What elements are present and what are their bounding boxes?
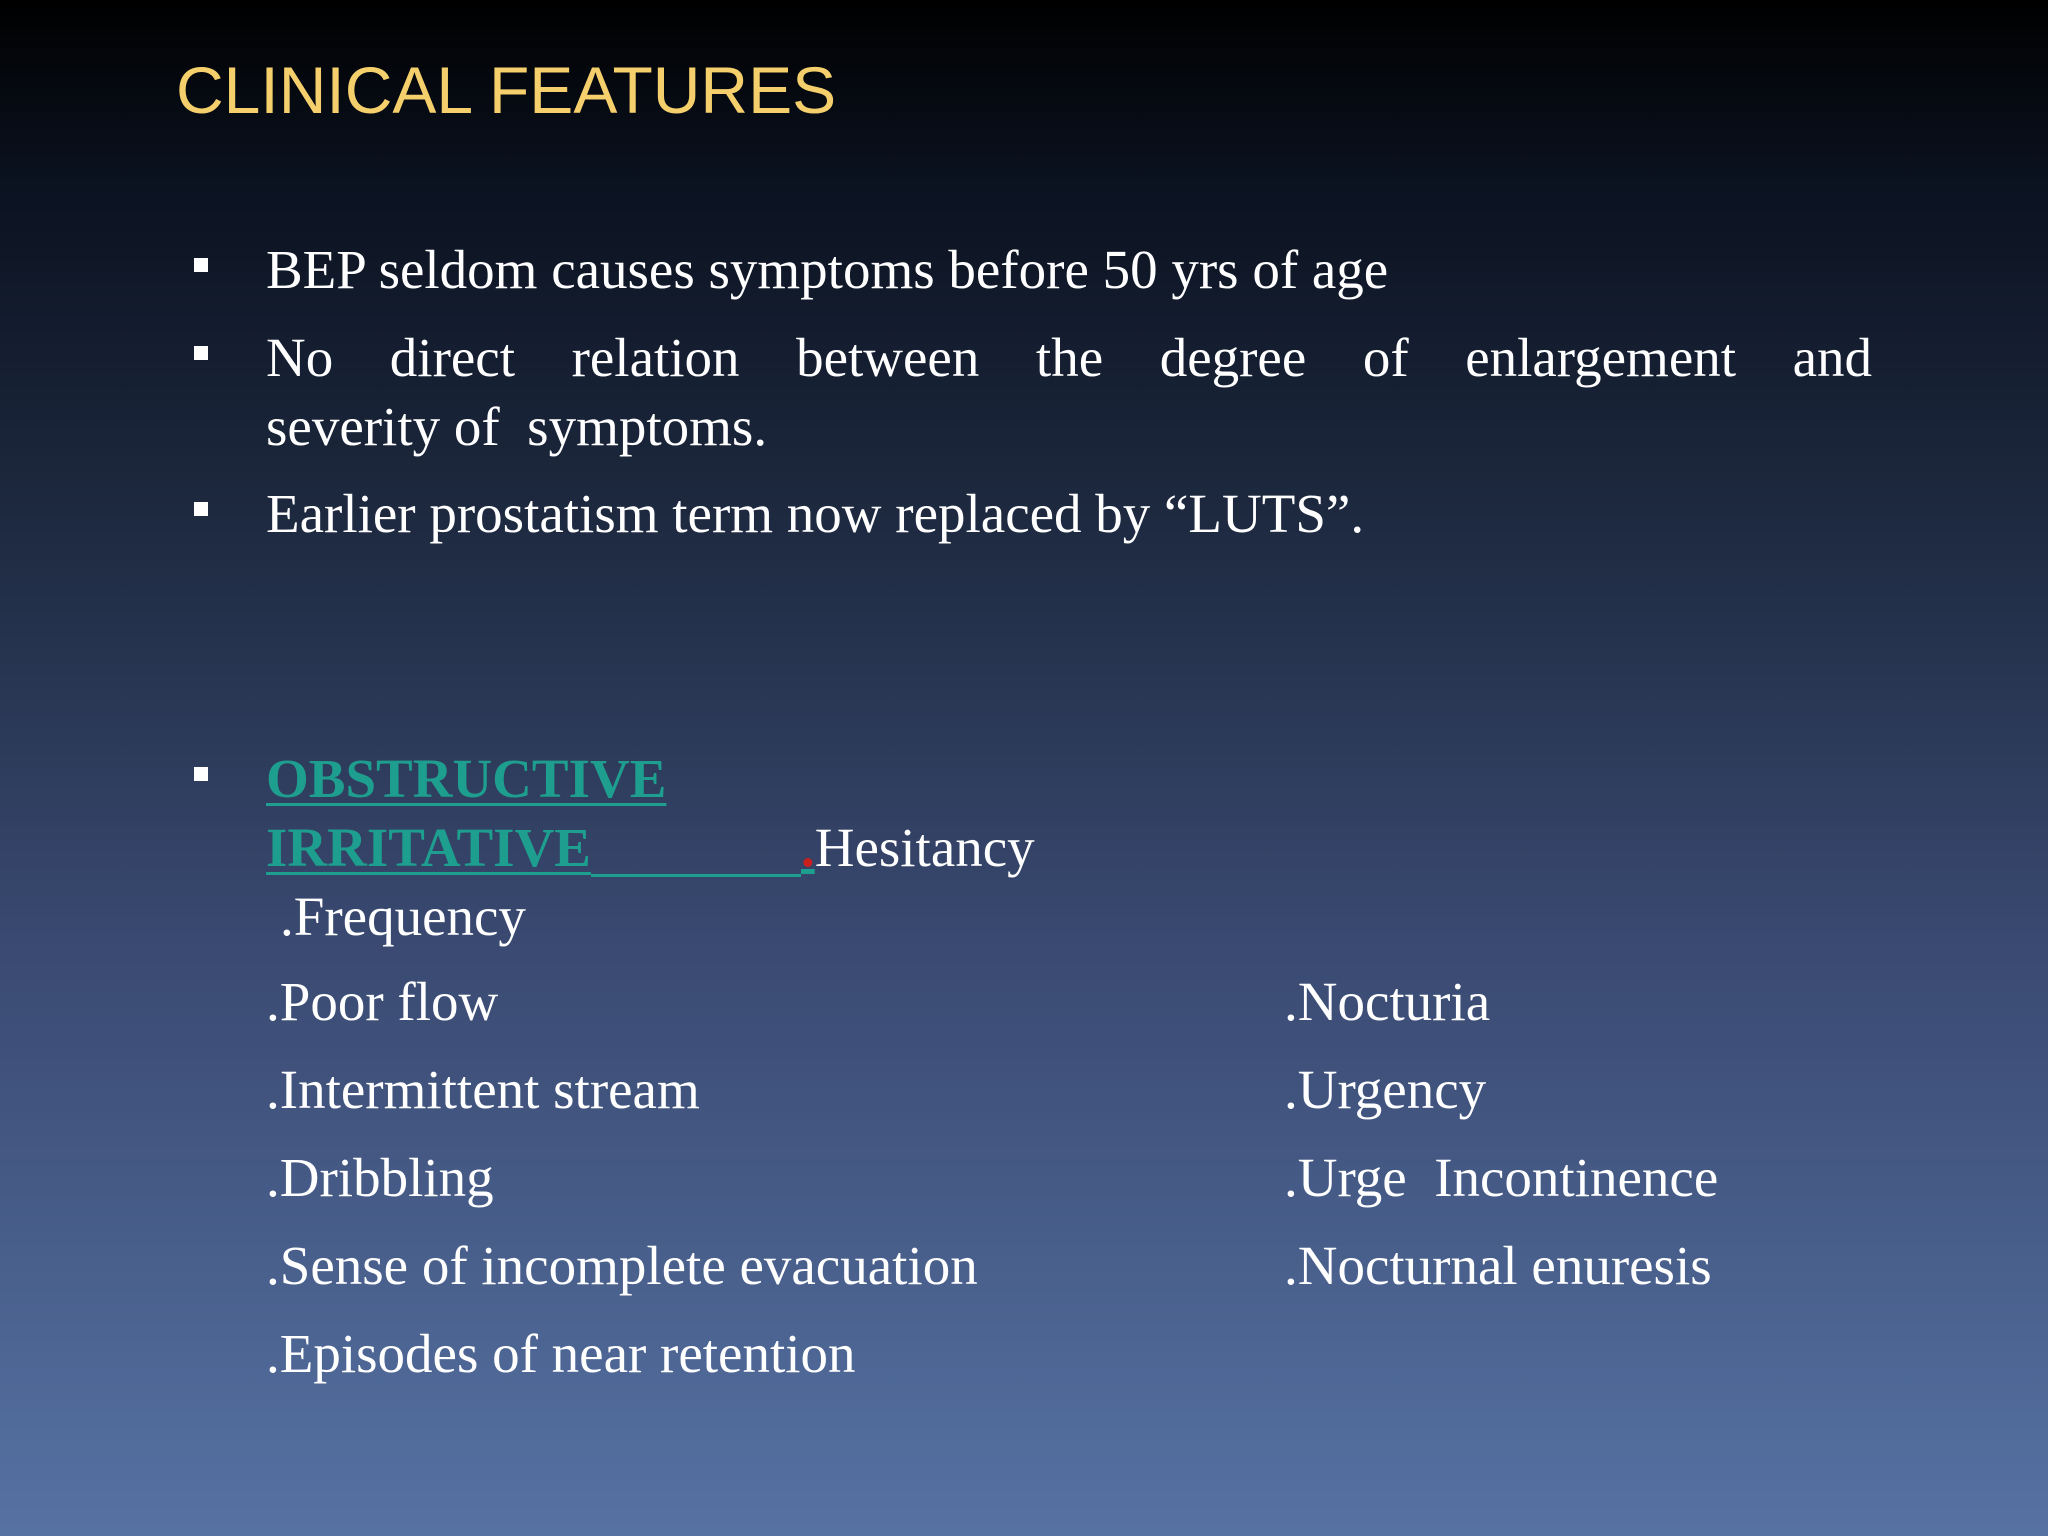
irritative-item: .Urge Incontinence xyxy=(1284,1147,1719,1208)
word: No xyxy=(266,327,334,388)
word: the xyxy=(1035,327,1104,388)
bullet-text: Earlier prostatism term now replaced by “LUTS”. xyxy=(266,483,1365,544)
bullet-marker xyxy=(194,502,208,516)
slide-title: CLINICAL FEATURES xyxy=(176,53,837,127)
symptom-frequency: .Frequency xyxy=(280,886,526,947)
word: between xyxy=(796,327,980,388)
irritative-item: .Urgency xyxy=(1284,1059,1487,1120)
obstructive-item: .Sense of incomplete evacuation xyxy=(266,1235,978,1296)
obstructive-item: .Dribbling xyxy=(266,1147,494,1208)
bullet-text-line2: severity of symptoms. xyxy=(266,396,768,457)
underline-gap xyxy=(591,874,801,877)
word: enlargement xyxy=(1465,327,1737,388)
irritative-item: .Nocturia xyxy=(1284,971,1491,1032)
bullet-marker xyxy=(194,767,208,781)
obstructive-item: .Intermittent stream xyxy=(266,1059,700,1120)
word: direct xyxy=(389,327,515,388)
obstructive-item: .Episodes of near retention xyxy=(266,1323,856,1384)
irritative-line xyxy=(266,814,1035,882)
word: relation xyxy=(571,327,740,388)
bullet-text-line1 xyxy=(266,324,1872,392)
obstructive-heading xyxy=(266,745,666,813)
symptom-hesitancy: Hesitancy xyxy=(814,817,1035,878)
red-dot: . xyxy=(800,817,815,878)
word: degree xyxy=(1159,327,1307,388)
obstructive-item: .Poor flow xyxy=(266,971,499,1032)
irritative-label: IRRITATIVE xyxy=(266,817,591,878)
obstructive-label: OBSTRUCTIVE xyxy=(266,748,667,809)
bullet-text: BEP seldom causes symptoms before 50 yrs of age xyxy=(266,239,1389,300)
bullet-marker xyxy=(194,258,208,272)
word: of xyxy=(1362,327,1409,388)
word: and xyxy=(1792,327,1872,388)
bullet-marker xyxy=(194,346,208,360)
irritative-item: .Nocturnal enuresis xyxy=(1284,1235,1712,1296)
